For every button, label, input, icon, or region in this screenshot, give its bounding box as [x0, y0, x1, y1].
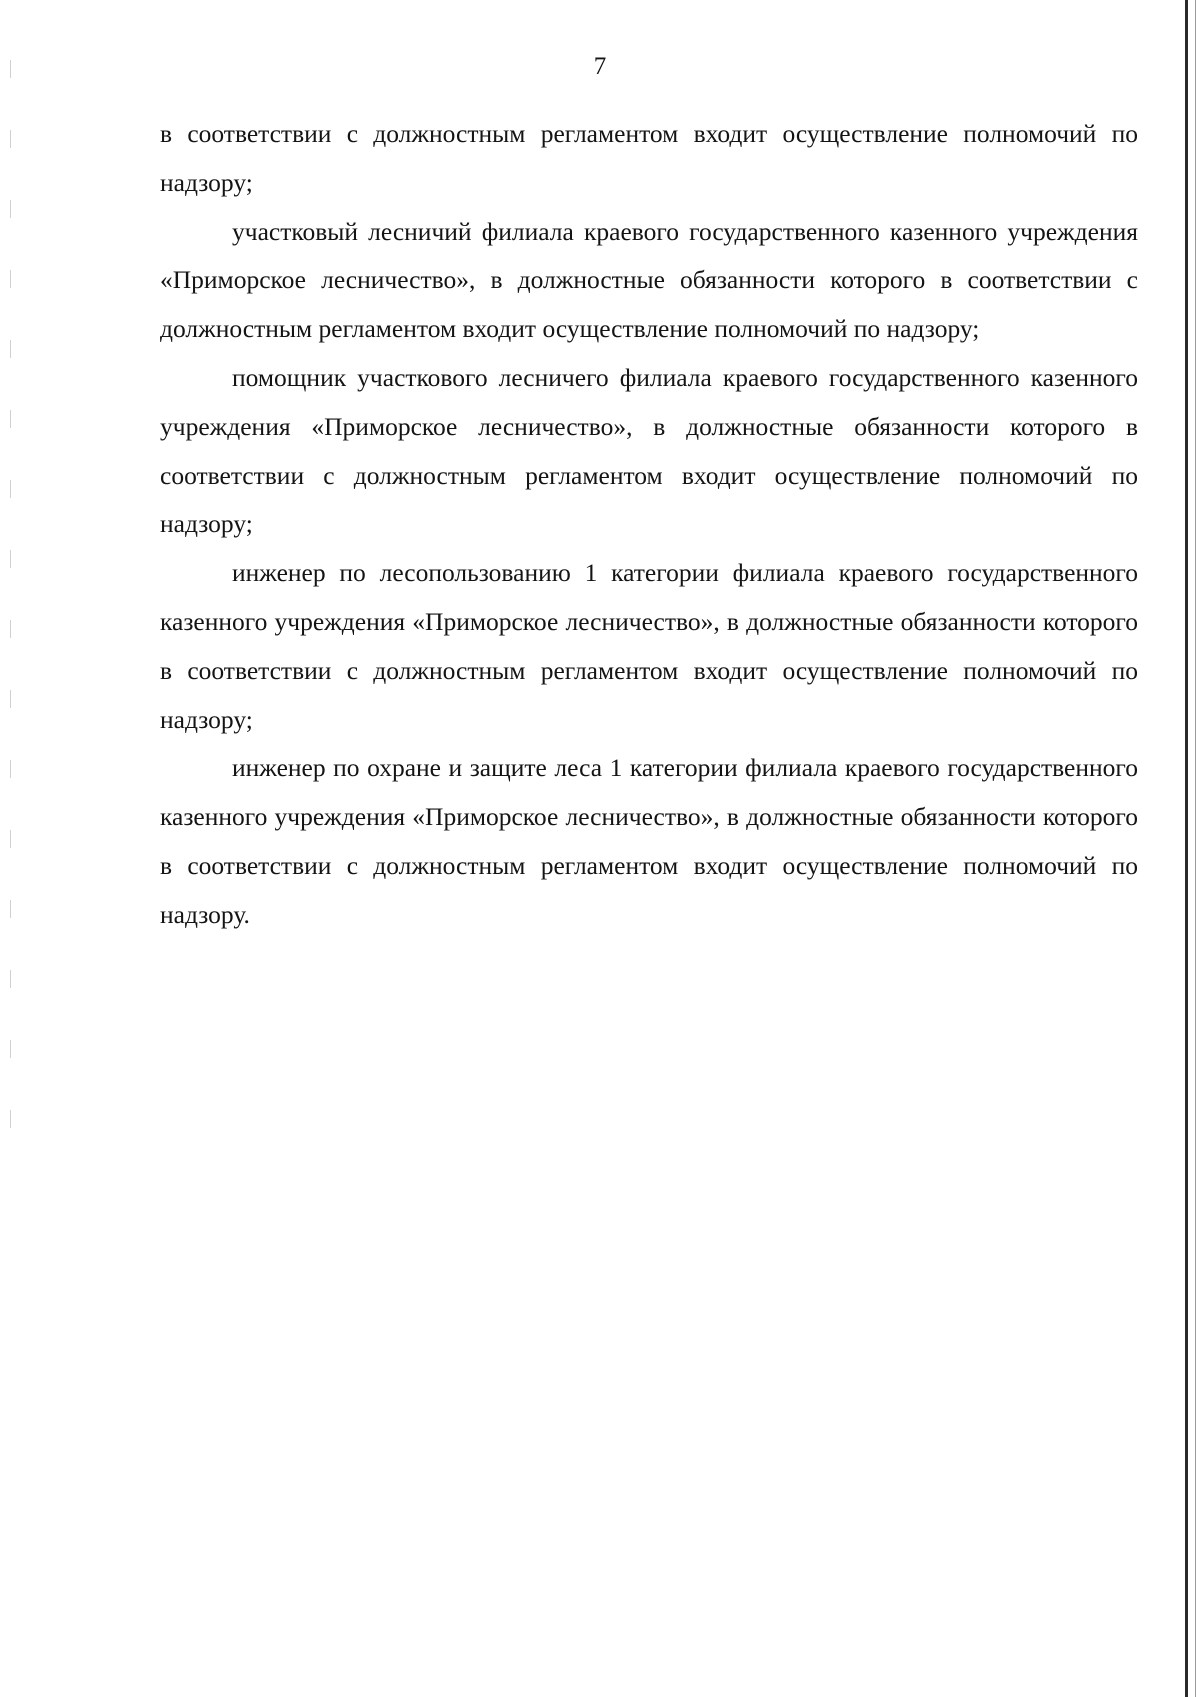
- scan-edge-right-inner: [1195, 0, 1196, 1697]
- paragraph-district-forester: участковый лесничий филиала краевого государственного казенного учреждения «Приморское лесничество», в должностные обязанности которого в соответствии с должностным регламентом входит осуществление полномочий по надзору;: [160, 216, 1138, 344]
- paragraph-forest-use-engineer: инженер по лесопользованию 1 категории филиала краевого государственного казенного учреждения «Приморское лесничество», в должностные обязанности которого в соответствии с должностным регламентом входит осуществление полномочий по надзору;: [160, 558, 1138, 734]
- scan-edge-left: [10, 60, 11, 1160]
- page-number: 7: [593, 53, 607, 80]
- document-body: [160, 110, 1138, 940]
- scan-edge-right: [1185, 0, 1188, 1697]
- paragraph-forest-protection-engineer: инженер по охране и защите леса 1 категории филиала краевого государственного казенного учреждения «Приморское лесничество», в должностные обязанности которого в соответствии с должностным регламентом входит осуществление полномочий по надзору.: [160, 753, 1138, 929]
- paragraph-continuation: в соответствии с должностным регламентом входит осуществление полномочий по надзору;: [160, 119, 1138, 197]
- paragraph-assistant-forester: помощник участкового лесничего филиала краевого государственного казенного учреждения «Приморское лесничество», в должностные обязанности которого в соответствии с должностным регламентом входит осуществление полномочий по надзору;: [160, 362, 1138, 539]
